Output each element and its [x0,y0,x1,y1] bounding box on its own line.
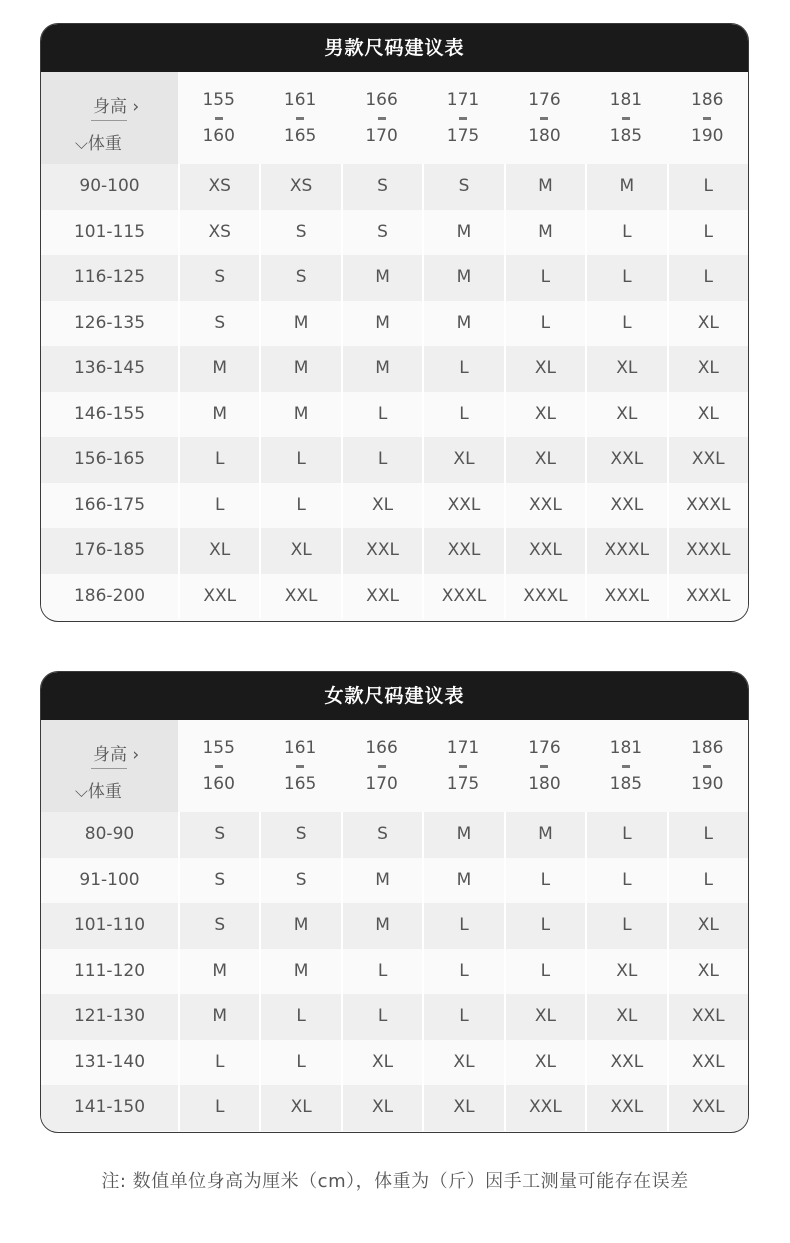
size-cell: XXL [504,1085,585,1131]
range-dash [459,117,467,120]
table-row [41,949,748,995]
size-cell: L [178,1040,259,1086]
size-cell: XL [585,994,666,1040]
size-cell: S [259,210,340,256]
size-cell: XXXL [667,574,748,620]
height-range-start: 166 [365,738,398,758]
men-size-table-body [41,164,748,619]
height-range-start: 176 [528,738,561,758]
size-cell: L [422,392,503,438]
size-cell: XXL [667,437,748,483]
range-dash [703,117,711,120]
weight-range-cell: 166-175 [41,483,178,529]
size-cell: M [341,858,422,904]
height-range-header [667,720,748,812]
size-cell: XXL [178,574,259,620]
corner-divider [91,120,127,121]
table-row [41,858,748,904]
height-range-start: 181 [609,738,643,758]
weight-range-cell: 90-100 [41,164,178,210]
height-range-start: 176 [528,90,561,110]
size-cell: S [178,858,259,904]
size-cell: XL [667,346,748,392]
size-cell: L [341,437,422,483]
size-cell: L [504,949,585,995]
weight-range-cell: 176-185 [41,528,178,574]
range-dash [622,117,630,120]
size-cell: XXL [341,528,422,574]
size-cell: XXL [341,574,422,620]
size-cell: S [341,164,422,210]
size-cell: L [504,858,585,904]
weight-range-cell: 101-115 [41,210,178,256]
size-cell: M [422,210,503,256]
height-range-start: 186 [691,90,724,110]
size-cell: XXXL [667,528,748,574]
weight-range-cell: 121-130 [41,994,178,1040]
weight-range-cell: 116-125 [41,255,178,301]
size-cell: XL [585,346,666,392]
women-corner-cell [41,720,178,812]
size-cell: S [259,858,340,904]
size-cell: M [422,812,503,858]
size-cell: XXL [667,994,748,1040]
size-cell: XXL [585,483,666,529]
size-cell: S [178,255,259,301]
height-range-header [259,72,340,164]
size-cell: M [259,392,340,438]
size-cell: XL [504,1040,585,1086]
range-dash [296,765,304,768]
size-cell: L [504,903,585,949]
range-dash [540,117,548,120]
size-cell: M [422,301,503,347]
size-cell: L [667,210,748,256]
height-axis-label: 身高 › [93,745,140,765]
weight-range-cell: 156-165 [41,437,178,483]
table-row [41,903,748,949]
size-cell: M [259,301,340,347]
size-cell: L [585,301,666,347]
height-range-header [667,72,748,164]
height-range-end: 170 [365,774,398,794]
size-cell: XXL [585,1085,666,1131]
size-cell: S [178,812,259,858]
size-cell: L [341,392,422,438]
weight-range-cell: 101-110 [41,903,178,949]
size-cell: XXXL [422,574,503,620]
size-cell: L [667,858,748,904]
size-cell: S [341,812,422,858]
size-cell: M [178,994,259,1040]
size-cell: L [585,858,666,904]
size-cell: M [259,949,340,995]
height-range-end: 170 [365,126,398,146]
size-cell: L [667,255,748,301]
size-cell: M [341,346,422,392]
range-dash [296,117,304,120]
height-range-end: 165 [283,774,317,794]
size-cell: XL [667,301,748,347]
size-cell: M [585,164,666,210]
size-cell: M [504,164,585,210]
table-row [41,812,748,858]
women-header-row [41,720,748,812]
height-range-header [585,720,666,812]
height-range-start: 166 [365,90,398,110]
size-cell: XXL [504,528,585,574]
women-size-title: 女款尺码建议表 [41,672,748,720]
height-range-header [341,72,422,164]
size-cell: S [178,301,259,347]
size-cell: M [178,346,259,392]
height-range-start: 161 [283,90,317,110]
weight-range-cell: 126-135 [41,301,178,347]
size-cell: XS [178,210,259,256]
range-dash [703,765,711,768]
height-range-header [585,72,666,164]
size-cell: XXL [504,483,585,529]
size-cell: M [259,903,340,949]
size-cell: M [504,812,585,858]
measurement-note: 注: 数值单位身高为厘米（cm），体重为（斤）因手工测量可能存在误差 [101,1171,689,1192]
size-cell: XXL [259,574,340,620]
size-cell: XXL [422,528,503,574]
size-cell: XL [259,1085,340,1131]
height-range-header [422,72,503,164]
height-range-header [259,720,340,812]
size-cell: S [259,255,340,301]
height-range-header [178,72,259,164]
size-cell: XXL [667,1085,748,1131]
size-cell: M [422,858,503,904]
size-cell: XL [422,1085,503,1131]
size-cell: L [585,903,666,949]
size-cell: XL [667,392,748,438]
size-cell: XL [341,483,422,529]
men-size-card [40,23,749,622]
size-cell: XXXL [504,574,585,620]
weight-axis-label: ⌵体重 [75,782,122,802]
size-cell: S [259,812,340,858]
range-dash [622,765,630,768]
table-row [41,437,748,483]
height-range-end: 175 [446,126,480,146]
size-cell: M [259,346,340,392]
men-size-title: 男款尺码建议表 [41,24,748,72]
size-cell: L [259,437,340,483]
weight-range-cell: 146-155 [41,392,178,438]
height-range-start: 155 [202,90,235,110]
range-dash [215,765,223,768]
height-range-end: 190 [691,126,724,146]
size-cell: M [341,301,422,347]
height-range-end: 160 [202,126,235,146]
size-cell: XXL [422,483,503,529]
size-cell: L [667,812,748,858]
weight-range-cell: 80-90 [41,812,178,858]
size-cell: XXL [667,1040,748,1086]
size-cell: XXXL [585,528,666,574]
size-cell: M [341,903,422,949]
size-cell: L [504,255,585,301]
height-range-end: 175 [446,774,480,794]
table-row [41,574,748,620]
table-row [41,392,748,438]
size-cell: L [178,483,259,529]
weight-range-cell: 141-150 [41,1085,178,1131]
size-cell: XL [667,903,748,949]
size-cell: L [259,483,340,529]
size-cell: M [178,949,259,995]
corner-divider [91,768,127,769]
height-range-start: 171 [446,738,480,758]
height-range-end: 180 [528,126,561,146]
size-cell: XL [422,437,503,483]
size-cell: L [341,994,422,1040]
size-cell: L [504,301,585,347]
height-range-end: 180 [528,774,561,794]
size-cell: XL [259,528,340,574]
size-cell: XL [504,994,585,1040]
height-range-header [422,720,503,812]
range-dash [378,765,386,768]
size-cell: L [259,994,340,1040]
range-dash [215,117,223,120]
size-cell: XXL [585,437,666,483]
size-cell: L [422,903,503,949]
height-axis-label: 身高 › [93,97,140,117]
size-cell: M [178,392,259,438]
height-range-header [178,720,259,812]
size-cell: S [178,903,259,949]
size-cell: L [422,346,503,392]
women-size-card [40,671,749,1133]
table-row [41,210,748,256]
size-cell: XL [585,392,666,438]
height-range-start: 155 [202,738,235,758]
table-row [41,301,748,347]
weight-range-cell: 186-200 [41,574,178,620]
size-cell: M [504,210,585,256]
size-cell: XL [667,949,748,995]
size-cell: XL [504,392,585,438]
height-range-end: 165 [283,126,317,146]
size-cell: M [422,255,503,301]
men-corner-cell [41,72,178,164]
size-cell: XS [178,164,259,210]
weight-range-cell: 91-100 [41,858,178,904]
size-cell: XL [504,346,585,392]
height-range-end: 185 [609,126,643,146]
size-cell: L [178,1085,259,1131]
table-row [41,346,748,392]
range-dash [459,765,467,768]
size-cell: S [341,210,422,256]
table-row [41,1085,748,1131]
height-range-start: 181 [609,90,643,110]
size-cell: XXXL [585,574,666,620]
height-range-start: 171 [446,90,480,110]
size-cell: XXXL [667,483,748,529]
range-dash [378,117,386,120]
size-cell: L [585,210,666,256]
weight-range-cell: 131-140 [41,1040,178,1086]
size-cell: S [422,164,503,210]
size-cell: L [585,812,666,858]
table-row [41,483,748,529]
height-range-start: 186 [691,738,724,758]
table-row [41,994,748,1040]
size-cell: L [178,437,259,483]
size-cell: XL [504,437,585,483]
size-cell: L [667,164,748,210]
size-cell: XL [341,1085,422,1131]
table-row [41,1040,748,1086]
size-cell: XXL [585,1040,666,1086]
height-range-end: 190 [691,774,724,794]
height-range-header [504,72,585,164]
size-cell: L [585,255,666,301]
size-cell: XL [585,949,666,995]
size-cell: XL [341,1040,422,1086]
women-size-table-body [41,812,748,1131]
weight-range-cell: 136-145 [41,346,178,392]
size-cell: L [422,994,503,1040]
table-row [41,164,748,210]
table-row [41,528,748,574]
height-range-header [504,720,585,812]
size-cell: L [259,1040,340,1086]
table-row [41,255,748,301]
size-cell: XL [178,528,259,574]
men-header-row [41,72,748,164]
size-cell: L [341,949,422,995]
size-cell: XL [422,1040,503,1086]
size-cell: M [341,255,422,301]
height-range-header [341,720,422,812]
range-dash [540,765,548,768]
weight-axis-label: ⌵体重 [75,134,122,154]
height-range-start: 161 [283,738,317,758]
height-range-end: 185 [609,774,643,794]
size-cell: L [422,949,503,995]
size-cell: XS [259,164,340,210]
weight-range-cell: 111-120 [41,949,178,995]
height-range-end: 160 [202,774,235,794]
